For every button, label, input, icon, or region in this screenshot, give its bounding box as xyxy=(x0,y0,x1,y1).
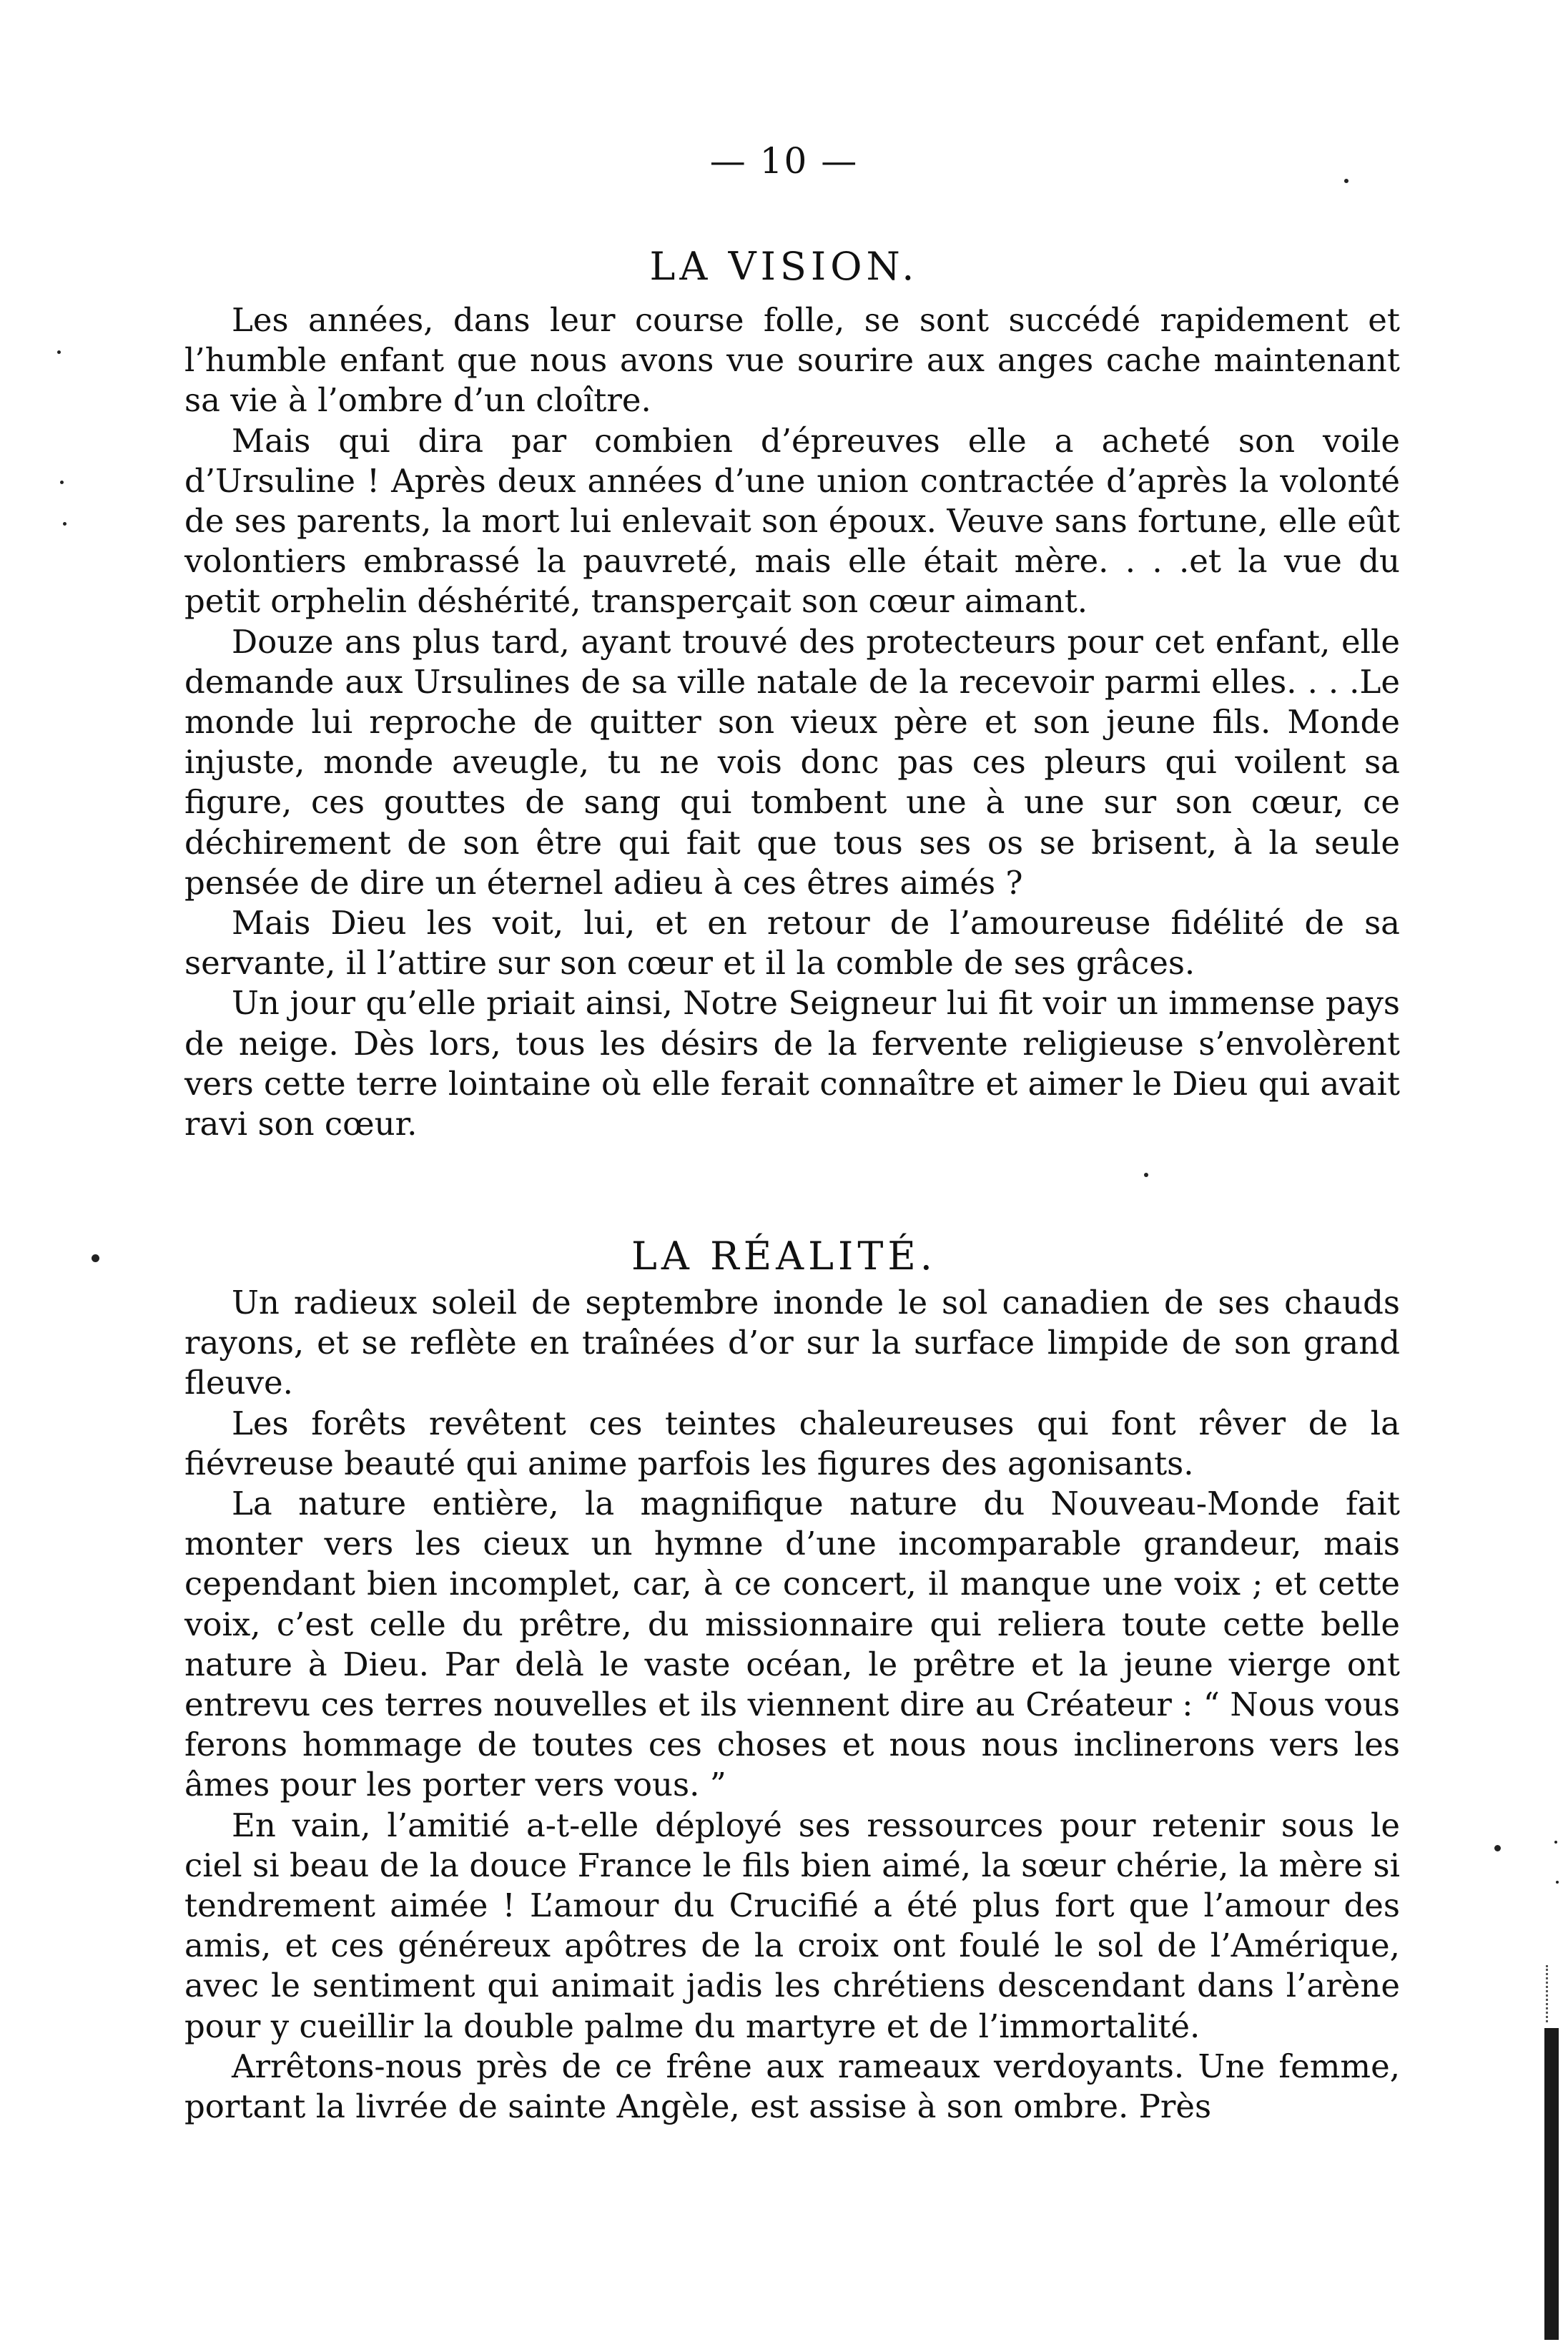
paragraph: Les années, dans leur course folle, se sont succédé rapidement et l’humble enfant que nous avons vue sourire aux anges cache maintenant sa vie à l’ombre d’un cloître. xyxy=(184,301,1400,420)
scan-speck xyxy=(57,350,61,354)
paragraph: Arrêtons-nous près de ce frêne aux rameaux verdoyants. Une femme, portant la livrée de sainte Angèle, est assise à son ombre. Près xyxy=(184,2047,1400,2126)
paragraph: Les forêts revêtent ces teintes chaleureuses qui font rêver de la fiévreuse beauté qui anime parfois les figures des agonisants. xyxy=(184,1404,1400,1482)
section-title-vision: LA VISION. xyxy=(649,243,919,289)
scan-speck xyxy=(1144,1173,1148,1177)
scan-speck xyxy=(60,481,64,484)
paragraph: Mais qui dira par combien d’épreuves elle a acheté son voile d’Ursuline ! Après deux années d’une union contractée d’après la volonté de ses parents, la mort lui enlevait son époux. Veuve sans fortune, elle eût volontiers embrassé la pauvreté, mais elle était mère. . . .et la vue du petit orphelin déshérité, transperçait son cœur aimant. xyxy=(184,421,1400,621)
paragraph: Un jour qu’elle priait ainsi, Notre Seigneur lui fit voir un immense pays de neige. Dès lors, tous les désirs de la fervente religieuse s’envolèrent vers cette terre lointaine où elle ferait connaître et aimer le Dieu qui avait ravi son cœur. xyxy=(184,984,1400,1143)
scan-speck xyxy=(1344,179,1348,183)
page-number: — 10 — xyxy=(709,140,859,182)
section-body-realite xyxy=(184,1283,1400,2127)
paragraph: Un radieux soleil de septembre inonde le sol canadien de ses chauds rayons, et se reflète en traînées d’or sur la surface limpide de son grand fleuve. xyxy=(184,1284,1400,1402)
scan-speck xyxy=(92,1254,99,1262)
scan-edge-mark xyxy=(1546,1965,1557,2022)
section-title-realite: LA RÉALITÉ. xyxy=(631,1233,937,1279)
paragraph: Mais Dieu les voit, lui, et en retour de l’amoureuse fidélité de sa servante, il l’attire sur son cœur et il la comble de ses grâces. xyxy=(184,904,1400,983)
scan-speck xyxy=(63,522,66,526)
paragraph: En vain, l’amitié a-t-elle déployé ses ressources pour retenir sous le ciel si beau de la douce France le fils bien aimé, la sœur chérie, la mère si tendrement aimée ! L’amour du Crucifié a été plus fort que l’amour des amis, et ces généreux apôtres de la croix ont foulé le sol de l’Amérique, avec le sentiment qui animait jadis les chrétiens descendant dans l’arène pour y cueillir la double palme du martyre et de l’immortalité. xyxy=(184,1806,1400,2045)
paragraph: La nature entière, la magnifique nature du Nouveau-Monde fait monter vers les cieux un hymne d’une incomparable grandeur, mais cependant bien incomplet, car, à ce concert, il manque une voix ; et cette voix, c’est celle du prêtre, du missionnaire qui reliera toute cette belle nature à Dieu. Par delà le vaste océan, le prêtre et la jeune vierge ont entrevu ces terres nouvelles et ils viennent dire au Créateur : “ Nous vous ferons hommage de toutes ces choses et nous nous inclinerons vers les âmes pour les porter vers vous. ” xyxy=(184,1485,1400,1804)
scan-edge-bar xyxy=(1544,2028,1559,2340)
section-body-vision xyxy=(184,300,1400,1144)
scan-speck xyxy=(1556,1881,1559,1884)
scan-speck xyxy=(1494,1845,1501,1851)
scan-speck xyxy=(1554,1841,1557,1844)
paragraph: Douze ans plus tard, ayant trouvé des protecteurs pour cet enfant, elle demande aux Ursulines de sa ville natale de la recevoir parmi elles. . . .Le monde lui reproche de quitter son vieux père et son jeune fils. Monde injuste, monde aveugle, tu ne vois donc pas ces pleurs qui voilent sa figure, ces gouttes de sang qui tombent une à une sur son cœur, ce déchirement de son être qui fait que tous ses os se brisent, à la seule pensée de dire un éternel adieu à ces êtres aimés ? xyxy=(184,622,1400,902)
